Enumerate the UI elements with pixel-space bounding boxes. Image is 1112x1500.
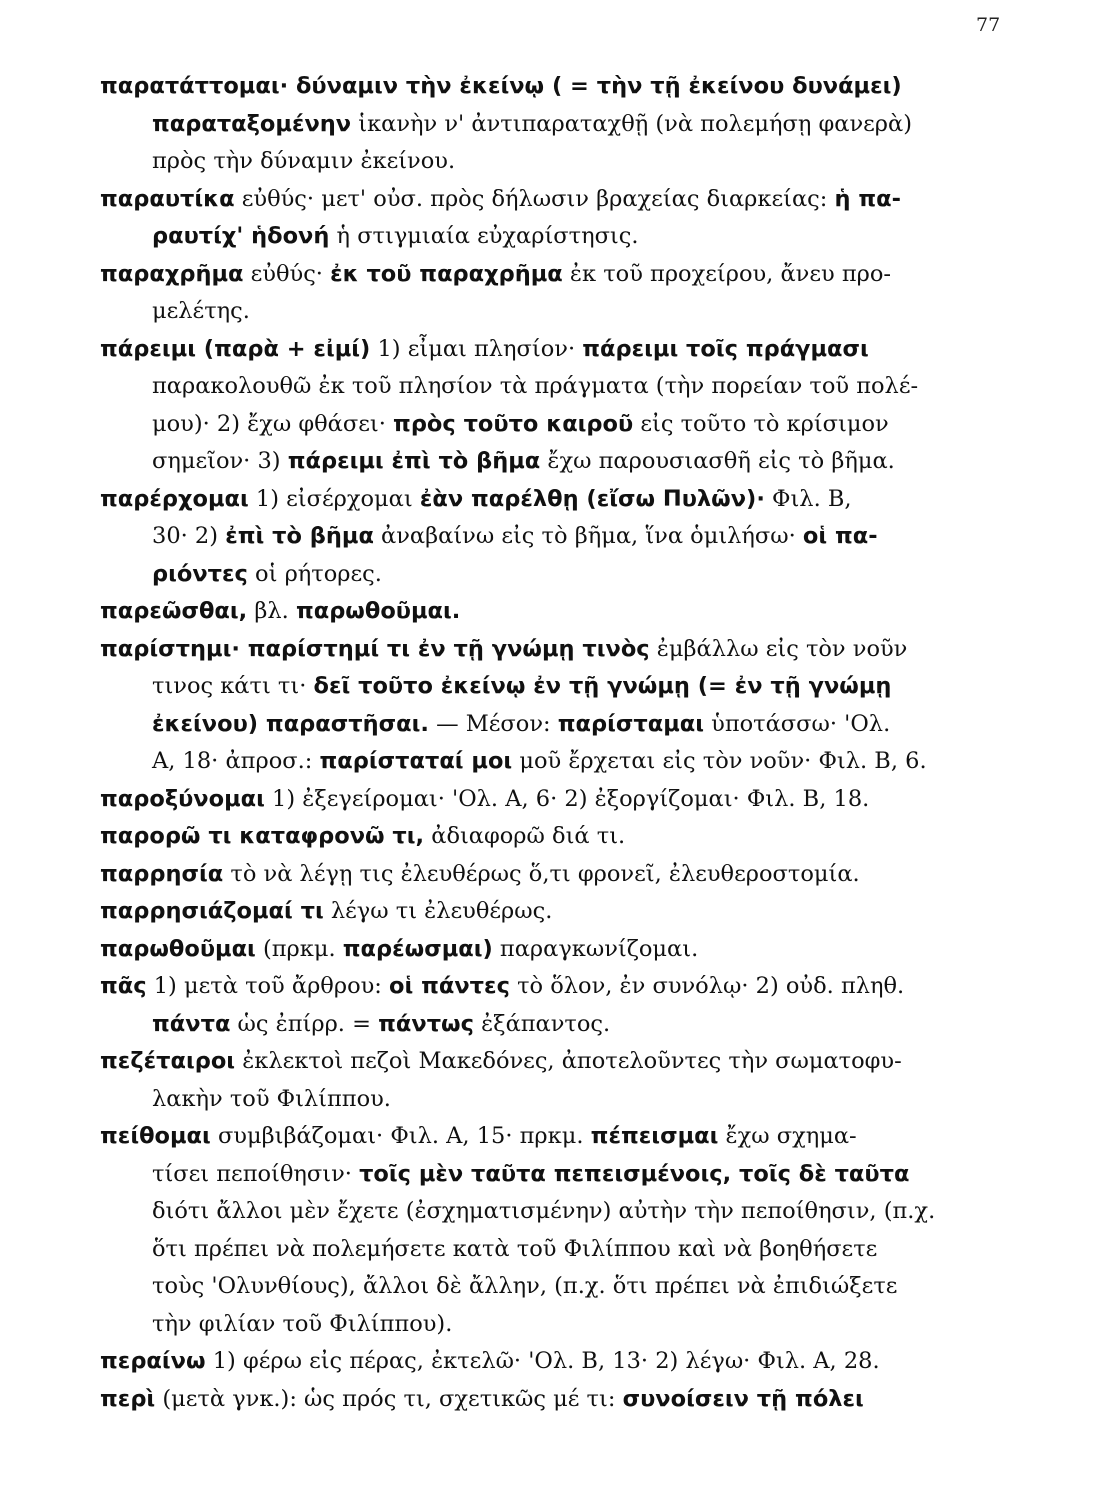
entry-text: ὑποτάσσω· 'Ολ.	[704, 710, 891, 737]
entry-text: 1) εἶμαι πλησίον·	[370, 335, 583, 362]
dictionary-entry	[100, 1343, 1020, 1381]
entry-text: εὐθύς·	[243, 260, 331, 287]
entry-headword: παραυτίκα	[100, 185, 235, 212]
dictionary-entry	[100, 1118, 1020, 1343]
entry-text: ἀδιαφορῶ διά τι.	[424, 823, 626, 849]
entry-text: ἔχω παρουσιασθῆ εἰς τὸ βῆμα.	[540, 448, 895, 474]
dictionary-entry	[100, 481, 1020, 594]
entry-text: παρακολουθῶ ἐκ τοῦ πλησίον τὰ πράγματα (τὴν πορείαν τοῦ πολέ-	[152, 373, 919, 399]
entry-headword: παρέρχομαι	[100, 485, 249, 512]
dictionary-entry	[100, 968, 1020, 1043]
entry-headword: περαίνω	[100, 1348, 206, 1374]
entry-text: μελέτης.	[152, 298, 250, 324]
dictionary-entry	[100, 593, 1020, 631]
entry-text: ἐμβάλλω εἰς τὸν νοῦν	[649, 635, 908, 662]
entry-text: ἔχω σχημα-	[718, 1123, 857, 1149]
dictionary-entry	[100, 931, 1020, 969]
dictionary-entry	[100, 331, 1020, 481]
entry-headword: παρεῶσθαι,	[100, 598, 248, 624]
dictionary-entry	[100, 1043, 1020, 1118]
entry-headword: τοῖς μὲν ταῦτα πεπεισμένοις, τοῖς δὲ ταῦτα	[359, 1160, 910, 1187]
entry-headword: ἐκείνου) παραστῆσαι.	[152, 710, 429, 737]
entry-text: σημεῖον· 3)	[152, 448, 288, 474]
entry-text: διότι ἄλλοι μὲν ἔχετε (ἐσχηματισμένην) αὐτὴν τὴν πεποίθησιν, (π.χ.	[152, 1198, 936, 1224]
entry-text: ὅτι πρέπει νὰ πολεμήσετε κατὰ τοῦ Φιλίππου καὶ νὰ βοηθήσετε	[152, 1235, 878, 1262]
entry-text: ἱκανὴν ν' ἀντιπαραταχθῇ (νὰ πολεμήσῃ φανερὰ)	[351, 110, 913, 137]
dictionary-entries	[100, 68, 1020, 1418]
entry-text: συμβιβάζομαι· Φιλ. Α, 15· πρκμ.	[210, 1123, 591, 1149]
dictionary-entry	[100, 856, 1020, 894]
dictionary-entry	[100, 893, 1020, 931]
entry-headword: πάρειμι τοῖς πράγμασι	[582, 335, 869, 362]
entry-text: οἱ ρήτορες.	[247, 560, 382, 587]
entry-text: εἰς τοῦτο τὸ κρίσιμον	[633, 410, 889, 437]
entry-headword: παραχρῆμα	[100, 260, 244, 287]
entry-headword: παροξύνομαι	[100, 785, 265, 812]
entry-headword: ριόντες	[152, 560, 248, 587]
entry-text: (μετὰ γνκ.): ὡς πρός τι, σχετικῶς μέ τι:	[155, 1385, 623, 1412]
entry-text: — Μέσον:	[428, 710, 558, 737]
entry-headword: ραυτίχ' ἡδονή	[152, 223, 330, 249]
entry-text: βλ.	[247, 598, 296, 624]
dictionary-entry	[100, 256, 1020, 331]
entry-headword: παρρησιάζομαί τι	[100, 898, 324, 924]
entry-headword: παρίστημι· παρίστημί τι ἐν τῇ γνώμῃ τινὸς	[100, 635, 650, 662]
entry-text: (πρκμ.	[255, 935, 343, 962]
dictionary-entry	[100, 631, 1020, 781]
entry-text: εὐθύς· μετ' οὐσ. πρὸς δήλωσιν βραχείας διαρκείας:	[234, 185, 835, 212]
entry-text: ἀναβαίνω εἰς τὸ βῆμα, ἵνα ὁμιλήσω·	[373, 523, 803, 549]
entry-headword: παρορῶ τι καταφρονῶ τι,	[100, 823, 425, 849]
entry-text: τίσει πεποίθησιν·	[152, 1160, 360, 1187]
entry-headword: παρρησία	[100, 860, 224, 887]
entry-headword: πάντα	[152, 1010, 231, 1037]
entry-text: 1) μετὰ τοῦ ἄρθρου:	[146, 973, 390, 999]
entry-text: τινος κάτι τι·	[152, 673, 314, 699]
entry-text: ἐκ τοῦ προχείρου, ἄνευ προ-	[562, 260, 891, 287]
dictionary-entry	[100, 781, 1020, 819]
entry-text: τοὺς 'Ολυνθίους), ἄλλοι δὲ ἄλλην, (π.χ. ὅτι πρέπει νὰ ἐπιδιώξετε	[152, 1273, 898, 1299]
entry-text: τὸ νὰ λέγῃ τις ἐλευθέρως ὅ,τι φρονεῖ, ἐλευθεροστομία.	[223, 860, 860, 887]
entry-text: λέγω τι ἐλευθέρως.	[323, 898, 553, 924]
dictionary-entry	[100, 181, 1020, 256]
entry-text: Α, 18· ἀπροσ.:	[152, 748, 320, 774]
entry-text: τὸ ὅλον, ἐν συνόλῳ· 2) οὐδ. πληθ.	[509, 973, 905, 999]
entry-headword: πάρειμι (παρὰ + εἰμί)	[100, 335, 371, 362]
entry-headword: παρίσταταί μοι	[319, 748, 513, 774]
entry-headword: πάντως	[378, 1010, 474, 1037]
entry-headword: πάρειμι ἐπὶ τὸ βῆμα	[287, 448, 541, 474]
entry-text: 1) εἰσέρχομαι	[248, 485, 420, 512]
entry-headword: ἐκ τοῦ παραχρῆμα	[330, 260, 563, 287]
entry-text: ὡς ἐπίρρ. =	[230, 1010, 379, 1037]
entry-headword: ἐπὶ τὸ βῆμα	[225, 523, 374, 549]
entry-headword: πᾶς	[100, 973, 147, 999]
entry-text: 30· 2)	[152, 523, 226, 549]
entry-text: ἐκλεκτοὶ πεζοὶ Μακεδόνες, ἀποτελοῦντες τὴν σωματοφυ-	[235, 1048, 902, 1074]
entry-headword: παρίσταμαι	[557, 710, 704, 737]
entry-headword: συνοίσειν τῇ πόλει	[622, 1385, 864, 1412]
entry-text: πρὸς τὴν δύναμιν ἐκείνου.	[152, 148, 456, 174]
entry-text: Φιλ. Β,	[764, 485, 852, 512]
dictionary-entry	[100, 1381, 1020, 1419]
page-number: 77	[976, 14, 1001, 36]
entry-text: ἐξάπαντος.	[473, 1010, 611, 1037]
entry-headword: παραταξομένην	[152, 110, 352, 137]
entry-text: τὴν φιλίαν τοῦ Φιλίππου).	[152, 1310, 453, 1337]
entry-text: 1) ἐξεγείρομαι· 'Ολ. Α, 6· 2) ἐξοργίζομαι· Φιλ. Β, 18.	[264, 785, 870, 812]
entry-headword: ἡ πα-	[834, 185, 901, 212]
entry-headword: παρωθοῦμαι	[100, 935, 256, 962]
entry-headword: πείθομαι	[100, 1123, 211, 1149]
entry-headword: πέπεισμαι	[590, 1123, 719, 1149]
entry-text: λακὴν τοῦ Φιλίππου.	[152, 1085, 391, 1112]
entry-headword: παρέωσμαι)	[342, 935, 493, 962]
entry-headword: παρωθοῦμαι.	[295, 598, 461, 624]
entry-headword: οἱ πα-	[802, 523, 878, 549]
entry-headword: πρὸς τοῦτο καιροῦ	[393, 410, 634, 437]
dictionary-entry	[100, 68, 1020, 181]
entry-text: παραγκωνίζομαι.	[492, 935, 699, 962]
entry-headword: οἱ πάντες	[389, 973, 510, 999]
entry-headword: περὶ	[100, 1385, 156, 1412]
entry-headword: ἐὰν παρέλθῃ (εἴσω Πυλῶν)·	[419, 485, 765, 512]
entry-text: μου)· 2) ἔχω φθάσει·	[152, 410, 394, 437]
entry-text: μοῦ ἔρχεται εἰς τὸν νοῦν· Φιλ. Β, 6.	[512, 748, 927, 774]
entry-headword: δεῖ τοῦτο ἐκείνῳ ἐν τῇ γνώμῃ (= ἐν τῇ γνώμῃ	[313, 673, 892, 699]
dictionary-entry	[100, 818, 1020, 856]
entry-headword: παρατάττομαι· δύναμιν τὴν ἐκείνῳ ( = τὴν τῇ ἐκείνου δυνάμει)	[100, 73, 902, 99]
entry-headword: πεζέταιροι	[100, 1048, 236, 1074]
entry-text: 1) φέρω εἰς πέρας, ἐκτελῶ· 'Ολ. Β, 13· 2) λέγω· Φιλ. Α, 28.	[205, 1348, 880, 1374]
entry-text: ἡ στιγμιαία εὐχαρίστησις.	[329, 223, 639, 249]
